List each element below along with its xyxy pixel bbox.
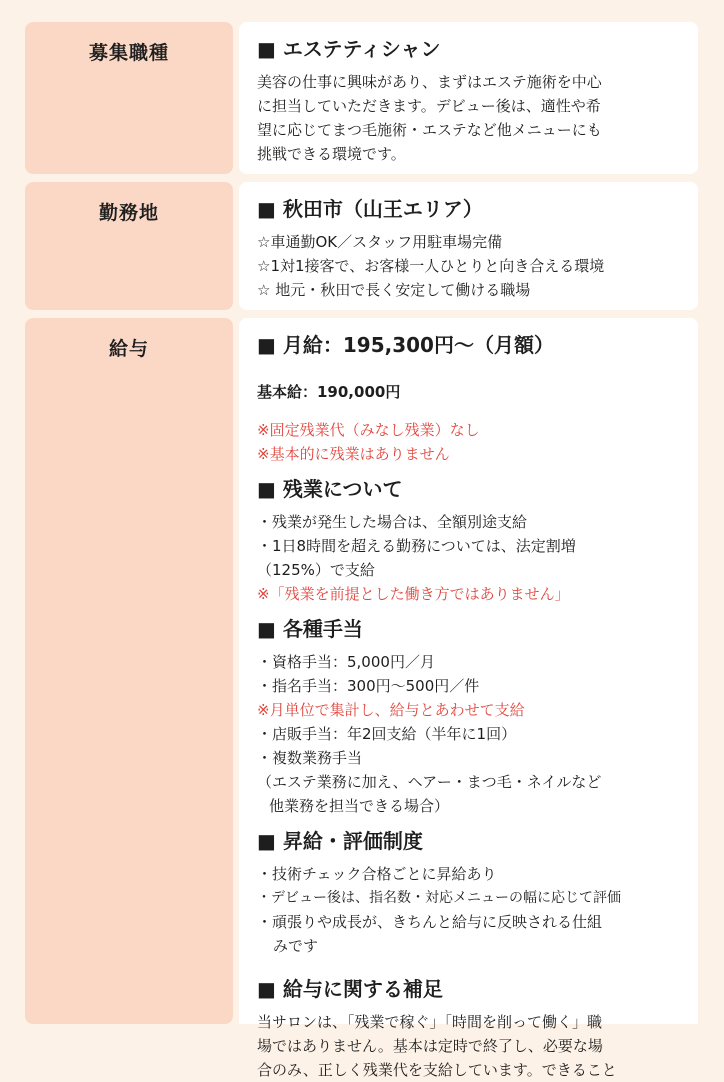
- text-line: みです: [273, 937, 319, 955]
- text-line: に担当していただきます。デビュー後は、適性や希: [257, 97, 601, 115]
- base-salary: 基本給：190,000円: [257, 383, 401, 401]
- text-line: 当サロンは、「残業で稼ぐ」「時間を削って働く」職: [257, 1013, 603, 1031]
- text-line: ・資格手当：5,000円／月: [257, 653, 435, 671]
- job-type-content: [239, 22, 698, 174]
- text-line: ・技術チェック合格ごとに昇給あり: [257, 865, 497, 883]
- overtime-details: [257, 510, 680, 606]
- job-type-row: [25, 22, 698, 174]
- raise-details: [257, 862, 680, 958]
- supplement-details: [257, 1010, 680, 1082]
- text-line: ※基本的に残業はありません: [257, 445, 450, 463]
- allowances-heading: ■ 各種手当: [257, 617, 363, 641]
- location-heading: ■ 秋田市（山王エリア）: [257, 197, 483, 221]
- overtime-heading: ■ 残業について: [257, 477, 403, 501]
- salary-label: 給与: [108, 338, 149, 360]
- job-type-description: [257, 70, 680, 166]
- location-label: 勤務地: [98, 202, 159, 224]
- text-line: 場ではありません。基本は定時で終了し、必要な場: [257, 1037, 603, 1055]
- text-line: ☆ 地元・秋田で長く安定して働ける職場: [257, 281, 531, 299]
- location-label-cell: [25, 182, 233, 310]
- text-line: 美容の仕事に興味があり、まずはエステ施術を中心: [257, 73, 602, 91]
- allowances-details: [257, 650, 680, 818]
- text-line: （125%）で支給: [257, 561, 375, 579]
- allowances-note: ※月単位で集計し、給与とあわせて支給: [257, 701, 525, 719]
- salary-heading: ■ 月給：195,300円〜（月額）: [257, 333, 554, 357]
- text-line: （エステ業務に加え、ヘアー・まつ毛・ネイルなど: [257, 773, 602, 791]
- text-line: ・デビュー後は、指名数・対応メニューの幅に応じて評価: [257, 890, 621, 906]
- overtime-note: ※「残業を前提とした働き方ではありません」: [257, 585, 570, 603]
- location-row: [25, 182, 698, 310]
- text-line: ・指名手当：300円〜500円／件: [257, 677, 480, 695]
- text-line: ・店販手当：年2回支給（半年に1回）: [257, 725, 517, 743]
- text-line: 合のみ、正しく残業代を支給しています。できること: [257, 1061, 617, 1079]
- job-type-label: 募集職種: [88, 42, 169, 64]
- salary-label-cell: [25, 318, 233, 1024]
- text-line: ・頑張りや成長が、きちんと給与に反映される仕組: [257, 913, 603, 931]
- text-line: ・1日8時間を超える勤務については、法定割増: [257, 537, 576, 555]
- supplement-heading: ■ 給与に関する補足: [257, 977, 443, 1001]
- text-line: ☆1対1接客で、お客様一人ひとりと向き合える環境: [257, 257, 605, 275]
- location-content: [239, 182, 698, 310]
- text-line: 望に応じてまつ毛施術・エステなど他メニューにも: [257, 121, 602, 139]
- text-line: 挑戦できる環境です。: [257, 145, 406, 163]
- text-line: ・複数業務手当: [257, 749, 363, 767]
- raise-heading: ■ 昇給・評価制度: [257, 829, 423, 853]
- job-type-label-cell: [25, 22, 233, 174]
- text-line: ※固定残業代（みなし残業）なし: [257, 421, 480, 439]
- salary-notes: [257, 418, 680, 466]
- job-type-heading: ■ エステティシャン: [257, 37, 441, 61]
- text-line: 他業務を担当できる場合）: [269, 797, 450, 815]
- text-line: ・残業が発生した場合は、全額別途支給: [257, 513, 528, 531]
- salary-content: [239, 318, 698, 1079]
- location-details: [257, 230, 680, 302]
- text-line: ☆車通勤OK／スタッフ用駐車場完備: [257, 233, 503, 251]
- salary-row: [25, 318, 698, 1079]
